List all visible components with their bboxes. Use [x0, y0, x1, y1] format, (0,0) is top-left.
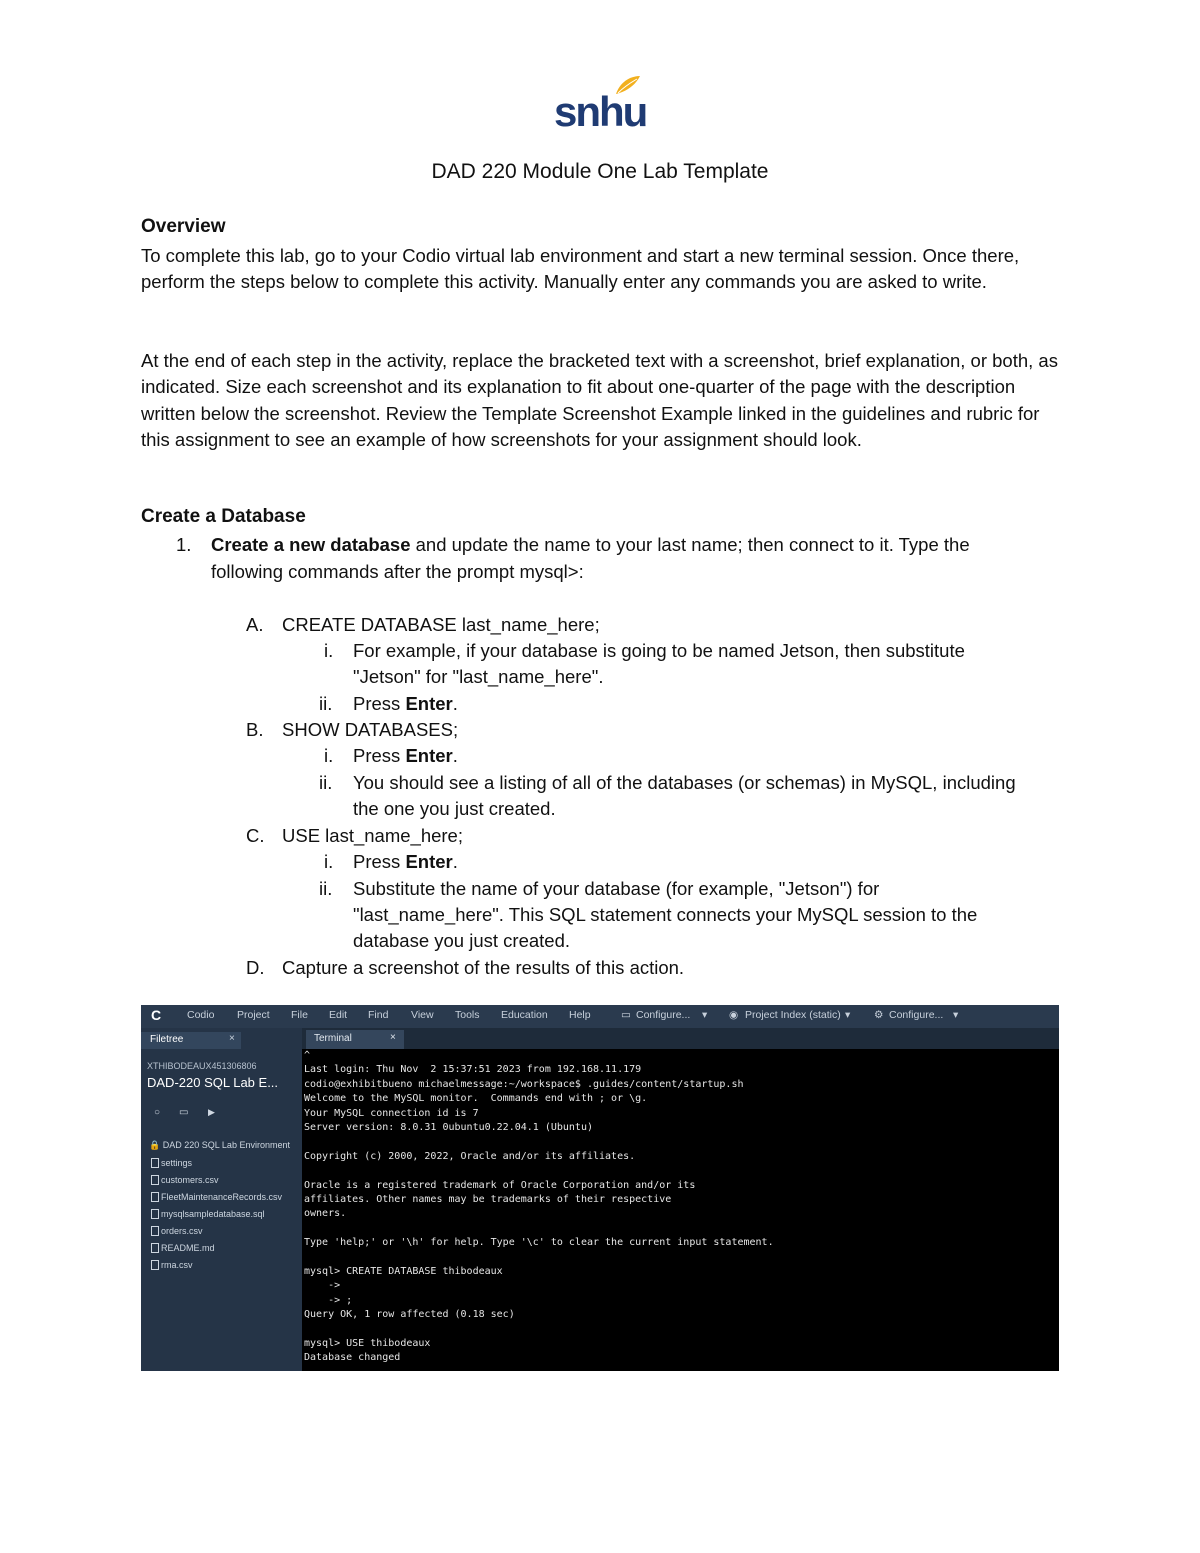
- enter-key: Enter: [405, 693, 453, 714]
- folder-icon[interactable]: ▭: [179, 1107, 189, 1118]
- project-name[interactable]: DAD-220 SQL Lab E...: [147, 1075, 279, 1090]
- file-label: customers.csv: [161, 1175, 219, 1185]
- file-item[interactable]: [161, 1226, 203, 1236]
- file-icon: [151, 1209, 159, 1219]
- menu-configure-2[interactable]: Configure...: [889, 1009, 944, 1021]
- item-b-text: SHOW DATABASES;: [282, 719, 459, 740]
- snhu-logo: [554, 74, 647, 135]
- item-b-marker: B.: [246, 719, 264, 740]
- logo-text: snhu: [554, 88, 647, 135]
- chevron-down-icon: ▾: [702, 1009, 708, 1021]
- item-c-i-text: [353, 849, 458, 875]
- menu-file[interactable]: File: [291, 1009, 308, 1021]
- menu-configure-1[interactable]: Configure...: [636, 1009, 691, 1021]
- terminal-line: Server version: 8.0.31 0ubuntu0.22.04.1 (Ubuntu): [304, 1121, 593, 1133]
- item-d-marker: D.: [246, 957, 265, 978]
- item-c-ii-marker: ii.: [319, 878, 333, 899]
- codio-logo-icon: C: [151, 1007, 162, 1023]
- item-b-i-text: [353, 743, 458, 769]
- menu-help[interactable]: Help: [569, 1009, 591, 1021]
- terminal-output[interactable]: [304, 1049, 1059, 1371]
- terminal-tab[interactable]: [306, 1030, 404, 1049]
- terminal-line: [304, 1250, 1059, 1264]
- item-a-marker: A.: [246, 614, 264, 635]
- period: .: [452, 745, 458, 766]
- menu-codio[interactable]: Codio: [187, 1009, 215, 1021]
- overview-paragraph-2: At the end of each step in the activity, replace the bracketed text with a screenshot, brief explanation, or both, as indicated. Size each screenshot and its explanation to fit about one-quarter of the page with the description written below the screenshot. Review the Template Screenshot Example linked in the guidelines and rubric for this assignment to see an example of how screenshots for your assignment should look.: [141, 350, 1058, 451]
- item-a-i-marker: i.: [324, 640, 334, 661]
- step-1-rest: and update the name to your last name; then connect to it. Type the: [410, 534, 970, 555]
- item-a-ii-marker: ii.: [319, 693, 333, 714]
- terminal-line: ->: [304, 1280, 341, 1292]
- file-icon: [151, 1192, 159, 1202]
- step-number: 1.: [176, 534, 192, 555]
- enter-key: Enter: [405, 745, 453, 766]
- file-icon: [151, 1175, 159, 1185]
- menu-tools[interactable]: Tools: [455, 1009, 480, 1021]
- step-1-text: [211, 532, 970, 558]
- terminal-tab-label: Terminal: [314, 1033, 352, 1044]
- terminal-line: Last login: Thu Nov 2 15:37:51 2023 from 192.168.11.179: [304, 1064, 642, 1076]
- file-icon: [151, 1158, 159, 1168]
- period: .: [452, 851, 458, 872]
- terminal-line: [304, 1322, 1059, 1336]
- globe-icon: ◉: [729, 1009, 739, 1021]
- item-c-text: USE last_name_here;: [282, 825, 463, 846]
- configure-icon: ▭: [621, 1009, 631, 1021]
- file-item[interactable]: [161, 1260, 193, 1270]
- terminal-line: Your MySQL connection id is 7: [304, 1107, 479, 1119]
- file-item[interactable]: [161, 1175, 219, 1185]
- terminal-line: Query OK, 1 row affected (0.18 sec): [304, 1309, 515, 1321]
- item-c-marker: C.: [246, 825, 265, 846]
- root-folder[interactable]: [149, 1140, 290, 1151]
- terminal-line: Copyright (c) 2000, 2022, Oracle and/or its affiliates.: [304, 1150, 636, 1162]
- gear-icon: ⚙: [874, 1009, 884, 1021]
- press-label: Press: [353, 851, 406, 872]
- press-label: Press: [353, 693, 406, 714]
- chevron-down-icon: ▾: [953, 1009, 959, 1021]
- user-id: XTHIBODEAUX451306806: [147, 1061, 257, 1071]
- menu-education[interactable]: Education: [501, 1009, 548, 1021]
- item-a-i-line2: "Jetson" for "last_name_here".: [353, 666, 604, 687]
- item-a-text: CREATE DATABASE last_name_here;: [282, 614, 600, 635]
- terminal-line: -> ;: [304, 1294, 353, 1306]
- item-a-ii-text: [353, 691, 458, 717]
- chevron-down-icon: ▾: [845, 1009, 851, 1021]
- close-icon[interactable]: ×: [229, 1033, 235, 1044]
- step-1-line2: following commands after the prompt mysql>:: [211, 561, 584, 582]
- item-c-ii-line1: Substitute the name of your database (for example, "Jetson") for: [353, 878, 880, 899]
- file-label: rma.csv: [161, 1260, 193, 1270]
- terminal-line: affiliates. Other names may be trademarks of their respective: [304, 1193, 672, 1205]
- filetree-tab[interactable]: [141, 1032, 241, 1049]
- menu-find[interactable]: Find: [368, 1009, 389, 1021]
- step-1-bold: Create a new database: [211, 534, 411, 555]
- file-item[interactable]: [161, 1243, 215, 1253]
- terminal-tab-bar: [302, 1028, 1059, 1049]
- item-b-i-marker: i.: [324, 745, 334, 766]
- terminal-line: Oracle is a registered trademark of Oracle Corporation and/or its: [304, 1179, 696, 1191]
- terminal-line: Type 'help;' or '\h' for help. Type '\c' to clear the current input statement.: [304, 1237, 774, 1249]
- item-c-i-marker: i.: [324, 851, 334, 872]
- enter-key: Enter: [405, 851, 453, 872]
- file-item[interactable]: [161, 1209, 265, 1219]
- item-c-ii-line2: "last_name_here". This SQL statement connects your MySQL session to the: [353, 904, 978, 925]
- terminal-line: codio@exhibitbueno michaelmessage:~/workspace$ .guides/content/startup.sh: [304, 1078, 744, 1090]
- terminal-line: mysql> CREATE DATABASE thibodeaux: [304, 1265, 503, 1277]
- terminal-line: [304, 1164, 1059, 1178]
- root-folder-label: DAD 220 SQL Lab Environment: [162, 1140, 290, 1150]
- press-label: Press: [353, 745, 406, 766]
- file-label: settings: [161, 1158, 193, 1168]
- filetree-panel: [141, 1028, 302, 1371]
- file-label: orders.csv: [161, 1226, 203, 1236]
- overview-paragraph-1: To complete this lab, go to your Codio virtual lab environment and start a new terminal session. Once there, perform the steps below to complete this activity. Manually enter any commands you are asked to write.: [141, 245, 1020, 293]
- terminal-line: owners.: [304, 1208, 347, 1220]
- period: .: [452, 693, 458, 714]
- terminal-line: [304, 1222, 1059, 1236]
- item-d-text: Capture a screenshot of the results of this action.: [282, 957, 685, 978]
- terminal-line: ^: [304, 1050, 311, 1061]
- item-b-ii-marker: ii.: [319, 772, 333, 793]
- file-label: README.md: [161, 1243, 215, 1253]
- terminal-line: mysql> USE thibodeaux: [304, 1337, 431, 1349]
- menu-project[interactable]: Project: [237, 1009, 270, 1021]
- menu-bar: [141, 1005, 1059, 1028]
- menu-view[interactable]: View: [411, 1009, 434, 1021]
- item-b-ii-line2: the one you just created.: [353, 798, 556, 819]
- file-icon: [151, 1243, 159, 1253]
- file-label: FleetMaintenanceRecords.csv: [161, 1192, 283, 1202]
- terminal-line: Database changed: [304, 1352, 401, 1364]
- terminal-line: [304, 1135, 1059, 1149]
- terminal-line: Welcome to the MySQL monitor. Commands end with ; or \g.: [304, 1093, 648, 1105]
- section-heading: Create a Database: [141, 506, 306, 527]
- overview-heading: Overview: [141, 216, 226, 237]
- file-item[interactable]: [161, 1192, 282, 1202]
- menu-project-index[interactable]: Project Index (static): [745, 1009, 841, 1021]
- codio-screenshot: [141, 1005, 1059, 1371]
- file-item[interactable]: [161, 1158, 192, 1168]
- play-icon[interactable]: ▶: [208, 1107, 215, 1117]
- item-c-ii-line3: database you just created.: [353, 930, 571, 951]
- menu-edit[interactable]: Edit: [329, 1009, 348, 1021]
- search-icon[interactable]: ○: [154, 1107, 161, 1118]
- page-title: DAD 220 Module One Lab Template: [431, 160, 769, 183]
- file-icon: [151, 1260, 159, 1270]
- close-icon[interactable]: ×: [390, 1032, 396, 1043]
- file-label: mysqlsampledatabase.sql: [161, 1209, 265, 1219]
- item-b-ii-line1: You should see a listing of all of the databases (or schemas) in MySQL, including: [353, 772, 1016, 793]
- filetree-tab-label: Filetree: [150, 1034, 184, 1045]
- item-a-i-line1: For example, if your database is going to be named Jetson, then substitute: [353, 640, 965, 661]
- file-icon: [151, 1226, 159, 1236]
- lock-icon: 🔒: [149, 1140, 161, 1150]
